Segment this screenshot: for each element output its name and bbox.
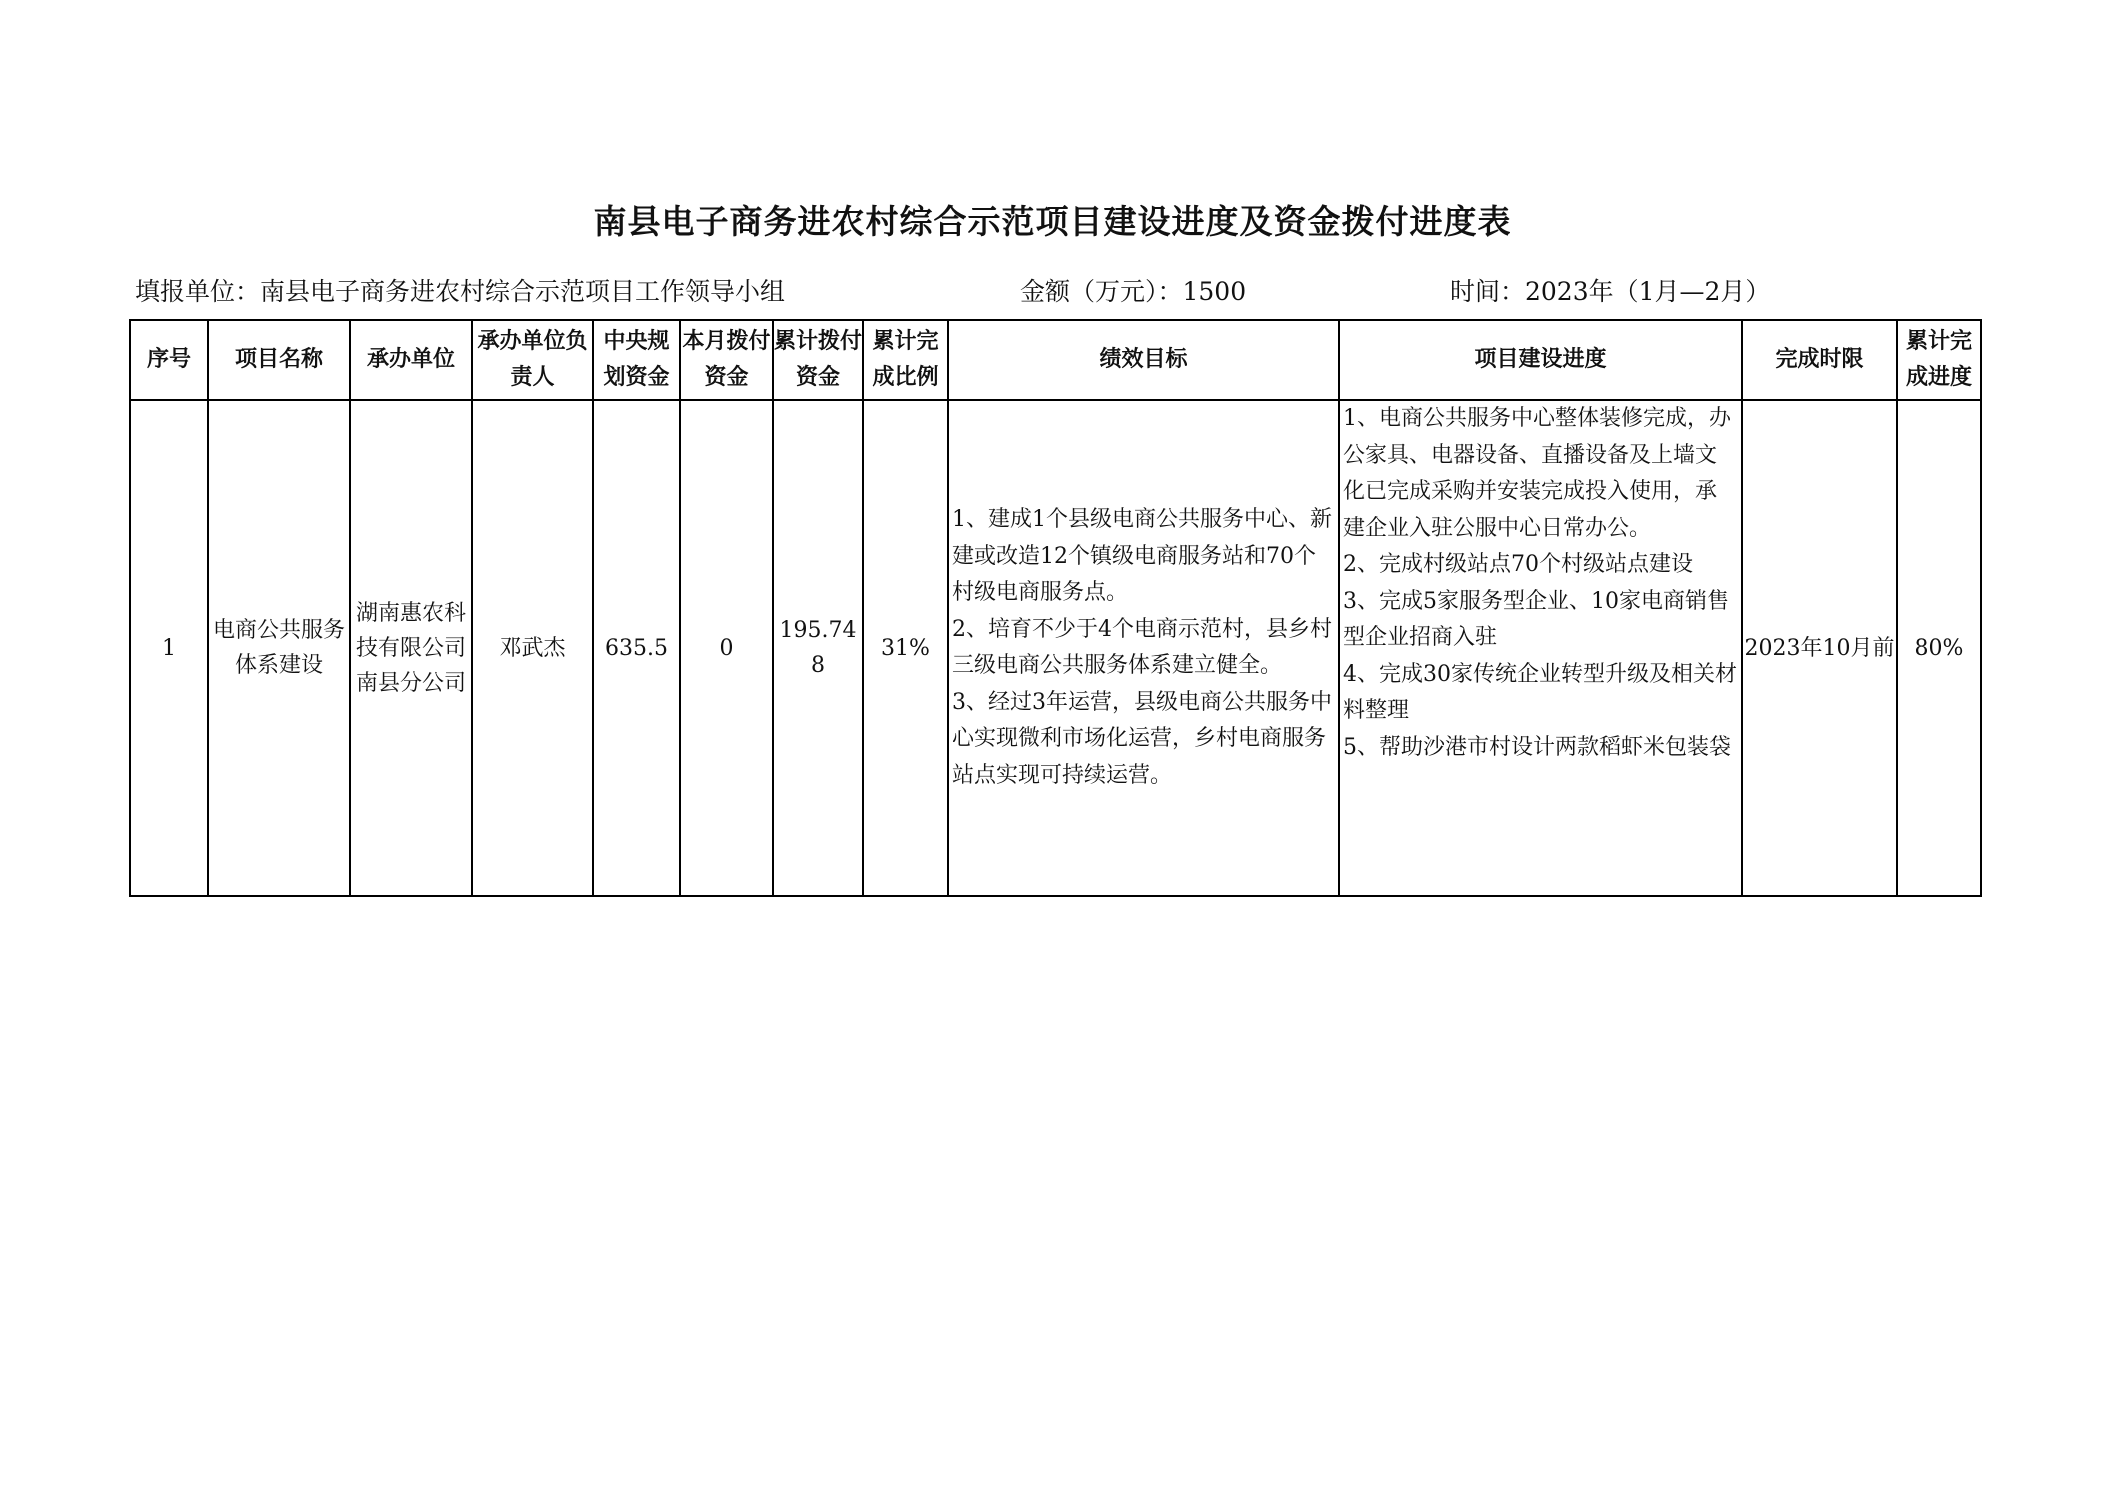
- cell-target: [948, 400, 1339, 896]
- col-header-seq: 序号: [130, 320, 208, 400]
- cell-cum-paid: 195.748: [773, 400, 863, 896]
- col-header-cum-ratio: 累计完成比例: [863, 320, 948, 400]
- progress-item: 1、电商公共服务中心整体装修完成，办公家具、电器设备、直播设备及上墙文化已完成采购并安装完成投入使用，承建企业入驻公服中心日常办公。: [1343, 406, 1731, 541]
- table-header-row: [130, 320, 1981, 400]
- progress-item: 2、完成村级站点70个村级站点建设: [1343, 552, 1693, 577]
- cell-cum-ratio: 31%: [863, 400, 948, 896]
- cell-project-name: 电商公共服务体系建设: [208, 400, 350, 896]
- cell-month-paid: 0: [680, 400, 773, 896]
- col-header-deadline: 完成时限: [1742, 320, 1897, 400]
- progress-item: 3、完成5家服务型企业、10家电商销售型企业招商入驻: [1343, 588, 1729, 650]
- col-header-central-plan: 中央规划资金: [593, 320, 680, 400]
- target-item: 2、培育不少于4个电商示范村，县乡村三级电商公共服务体系建立健全。: [952, 616, 1332, 678]
- report-period: 时间：2023年（1月—2月）: [1450, 277, 1771, 306]
- col-header-cum-progress: 累计完成进度: [1897, 320, 1981, 400]
- cell-undertaker: 湖南惠农科技有限公司南县分公司: [350, 400, 472, 896]
- cell-undertaker-head: 邓武杰: [472, 400, 593, 896]
- cell-cum-progress: 80%: [1897, 400, 1981, 896]
- target-item: 3、经过3年运营，县级电商公共服务中心实现微利市场化运营，乡村电商服务站点实现可持续运营。: [952, 689, 1332, 788]
- page-title: 南县电子商务进农村综合示范项目建设进度及资金拨付进度表: [593, 202, 1512, 241]
- col-header-undertaker: 承办单位: [350, 320, 472, 400]
- cell-central-plan: 635.5: [593, 400, 680, 896]
- progress-table: [129, 319, 1982, 897]
- target-item: 1、建成1个县级电商公共服务中心、新建或改造12个镇级电商服务站和70个村级电商服务点。: [952, 507, 1332, 605]
- cell-seq: 1: [130, 400, 208, 896]
- col-header-target: 绩效目标: [948, 320, 1339, 400]
- cell-deadline: 2023年10月前: [1742, 400, 1897, 896]
- col-header-undertaker-head: 承办单位负责人: [472, 320, 593, 400]
- col-header-progress: 项目建设进度: [1339, 320, 1742, 400]
- table-row: [130, 400, 1981, 896]
- col-header-project-name: 项目名称: [208, 320, 350, 400]
- progress-item: 5、帮助沙港市村设计两款稻虾米包装袋: [1343, 734, 1731, 760]
- cell-progress: [1339, 400, 1742, 896]
- reporting-unit: 填报单位：南县电子商务进农村综合示范项目工作领导小组: [135, 277, 786, 306]
- amount-total: 金额（万元）：1500: [1020, 277, 1247, 306]
- col-header-month-paid: 本月拨付资金: [680, 320, 773, 400]
- col-header-cum-paid: 累计拨付资金: [773, 320, 863, 400]
- progress-item: 4、完成30家传统企业转型升级及相关材料整理: [1343, 661, 1737, 723]
